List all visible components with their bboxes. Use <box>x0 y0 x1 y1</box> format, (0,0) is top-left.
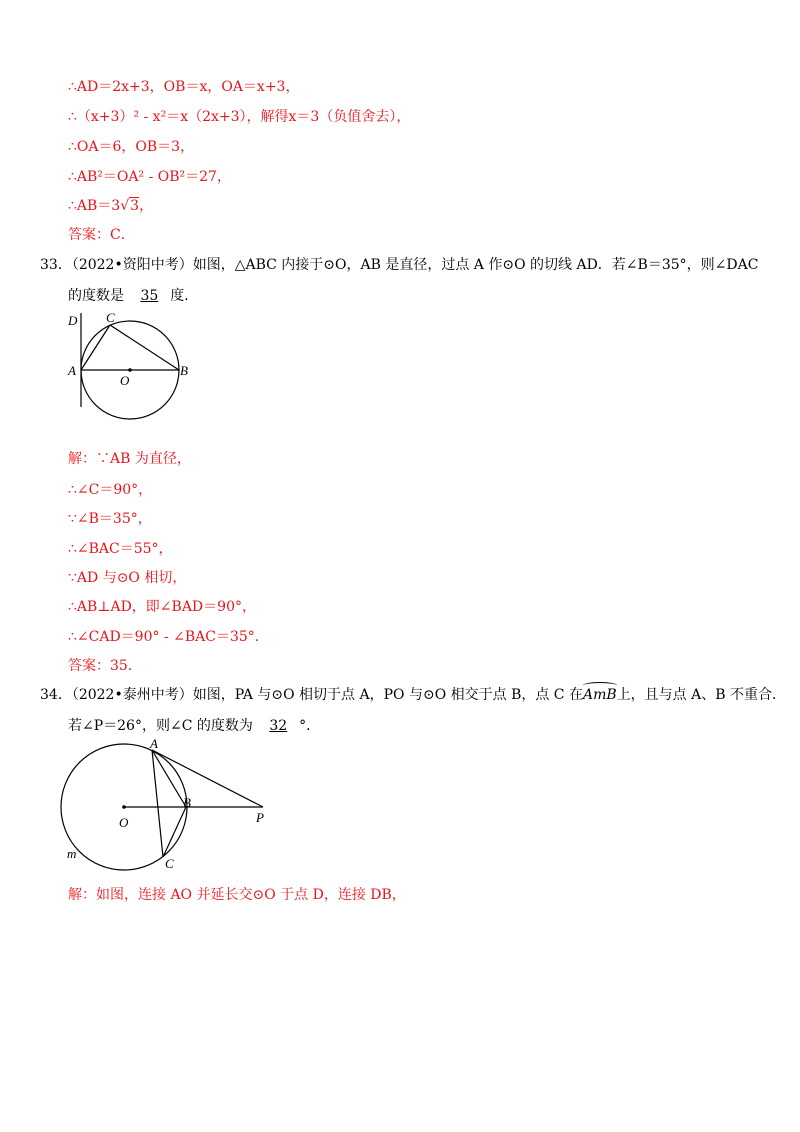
label-m: m <box>67 846 77 861</box>
label-B: B <box>180 363 188 378</box>
label-C: C <box>165 856 174 871</box>
solution-line: ∴（x+3）² - x²＝x（2x+3），解得x＝3（负值舍去）， <box>68 109 411 125</box>
solution-line: ∴AD＝2x+3，OB＝x，OA＝x+3， <box>68 79 300 95</box>
label-O: O <box>119 815 129 830</box>
label-D: D <box>68 313 78 328</box>
solution-line: ∴OA＝6，OB＝3， <box>68 139 195 155</box>
q34-line2-prefix: 若∠P＝26°，则∠C 的度数为 <box>68 718 253 734</box>
solution-line: ∴∠BAC＝55°， <box>68 541 173 557</box>
solution-line: ∴∠CAD＝90° - ∠BAC＝35°． <box>68 629 269 645</box>
question-34-line2 <box>68 716 320 736</box>
label-A: A <box>68 363 76 378</box>
q33-answer-blank: 35 <box>140 288 159 304</box>
q34-line2-suffix: °． <box>299 718 321 734</box>
answer-line: 答案：C． <box>68 227 135 243</box>
arc-amb: AmB <box>582 687 617 703</box>
label-A: A <box>150 736 158 751</box>
q33-prefix: 的度数是 <box>68 288 124 304</box>
label-C: C <box>106 310 115 325</box>
sqrt-sign: √ <box>120 198 130 214</box>
q34-answer-blank: 32 <box>269 718 288 734</box>
q33-figure <box>60 305 200 415</box>
solution-line: ∵∠B＝35°， <box>68 511 152 527</box>
q34-suffix: 上，且与点 A、B 不重合． <box>616 687 786 703</box>
q33-suffix: 度． <box>170 288 199 304</box>
solution-line: ∵AD 与⊙O 相切， <box>68 570 187 586</box>
solution-line: 解：∵AB 为直径， <box>68 451 191 467</box>
solution-line: ∴AB²＝OA² - OB²＝27， <box>68 169 231 185</box>
question-33-text: 33．（2022•资阳中考）如图，△ABC 内接于⊙O，AB 是直径，过点 A 作⊙O 的切线 AD．若∠B＝35°，则∠DAC <box>40 257 759 273</box>
ab-suffix: ， <box>139 198 154 214</box>
label-B: B <box>183 795 191 810</box>
label-O: O <box>120 373 130 388</box>
solution-line: 解：如图，连接 AO 并延长交⊙O 于点 D，连接 DB， <box>68 887 406 903</box>
sqrt-radicand: 3 <box>130 198 140 214</box>
answer-line: 答案：35． <box>68 658 142 674</box>
q34-figure <box>55 736 285 875</box>
ab-prefix: ∴AB＝3 <box>68 198 121 214</box>
q34-prefix: 34．（2022•泰州中考）如图，PA 与⊙O 相切于点 A，PO 与⊙O 相交于点 B，点 C 在 <box>40 687 583 703</box>
label-P: P <box>256 810 264 825</box>
question-34-text <box>40 685 786 705</box>
solution-line: ∴AB⊥AD，即∠BAD＝90°， <box>68 599 256 615</box>
solution-line-sqrt <box>68 196 153 216</box>
question-33-line2 <box>68 286 198 306</box>
solution-line: ∴∠C＝90°， <box>68 482 153 498</box>
